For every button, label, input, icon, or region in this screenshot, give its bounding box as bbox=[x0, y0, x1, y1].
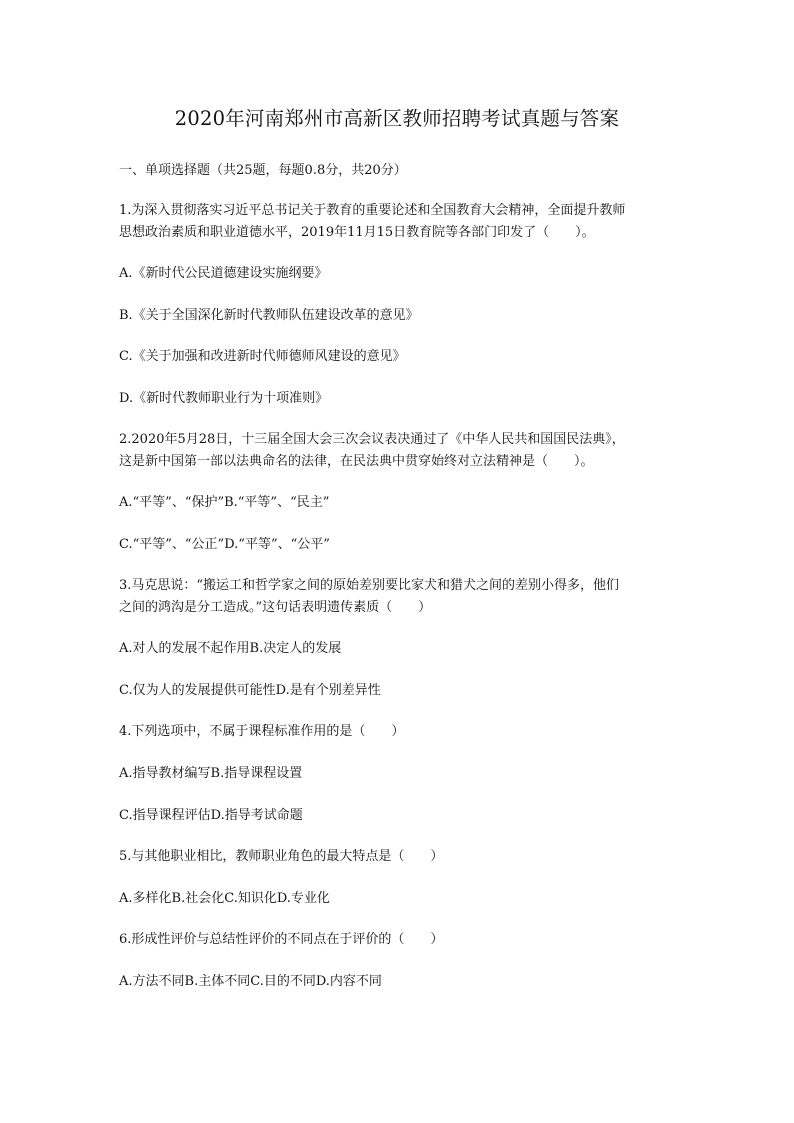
question-3-options-line-2: C.仅为人的发展提供可能性D.是有个别差异性 bbox=[119, 683, 381, 698]
question-2-options-line-1: A.“平等”、“保护”B.“平等”、“民主” bbox=[119, 495, 330, 510]
question-2-options-line-2: C.“平等”、“公正”D.“平等”、“公平” bbox=[119, 537, 330, 552]
question-2-stem-line-2: 这是新中国第一部以法典命名的法律，在民法典中贯穿始终对立法精神是（ ）。 bbox=[119, 454, 594, 469]
question-1-option-d: D.《新时代教师职业行为十项准则》 bbox=[119, 391, 329, 406]
section-heading: 一、单项选择题（共25题，每题0.8分，共20分） bbox=[119, 163, 407, 178]
question-5-options: A.多样化B.社会化C.知识化D.专业化 bbox=[119, 891, 330, 906]
question-2-stem-line-1: 2.2020年5月28日，十三届全国大会三次会议表决通过了《中华人民共和国国民法典》， bbox=[119, 432, 625, 447]
question-3-stem-line-2: 之间的鸿沟是分工造成。”这句话表明遗传素质（ ） bbox=[119, 600, 432, 615]
question-3-options-line-1: A.对人的发展不起作用B.决定人的发展 bbox=[119, 641, 342, 656]
question-1-option-a: A.《新时代公民道德建设实施纲要》 bbox=[119, 266, 328, 281]
question-6-stem: 6.形成性评价与总结性评价的不同点在于评价的（ ） bbox=[119, 932, 444, 947]
question-1-option-c: C.《关于加强和改进新时代师德师风建设的意见》 bbox=[119, 349, 406, 364]
question-4-options-line-2: C.指导课程评估D.指导考试命题 bbox=[119, 808, 303, 823]
question-1-option-b: B.《关于全国深化新时代教师队伍建设改革的意见》 bbox=[119, 308, 419, 323]
question-5-stem: 5.与其他职业相比，教师职业角色的最大特点是（ ） bbox=[119, 849, 444, 864]
question-1-stem-line-2: 思想政治素质和职业道德水平，2019年11月15日教育院等各部门印发了（ ）。 bbox=[119, 225, 595, 240]
question-4-options-line-1: A.指导教材编写B.指导课程设置 bbox=[119, 766, 303, 781]
question-4-stem: 4.下列选项中，不属于课程标准作用的是（ ） bbox=[119, 724, 405, 739]
question-1-stem-line-1: 1.为深入贯彻落实习近平总书记关于教育的重要论述和全国教育大会精神，全面提升教师 bbox=[119, 203, 626, 218]
question-6-options: A.方法不同B.主体不同C.目的不同D.内容不同 bbox=[119, 974, 382, 989]
document-title: 2020年河南郑州市高新区教师招聘考试真题与答案 bbox=[174, 107, 620, 130]
question-3-stem-line-1: 3.马克思说：“搬运工和哲学家之间的原始差别要比家犬和猎犬之间的差别小得多，他们 bbox=[119, 578, 620, 593]
